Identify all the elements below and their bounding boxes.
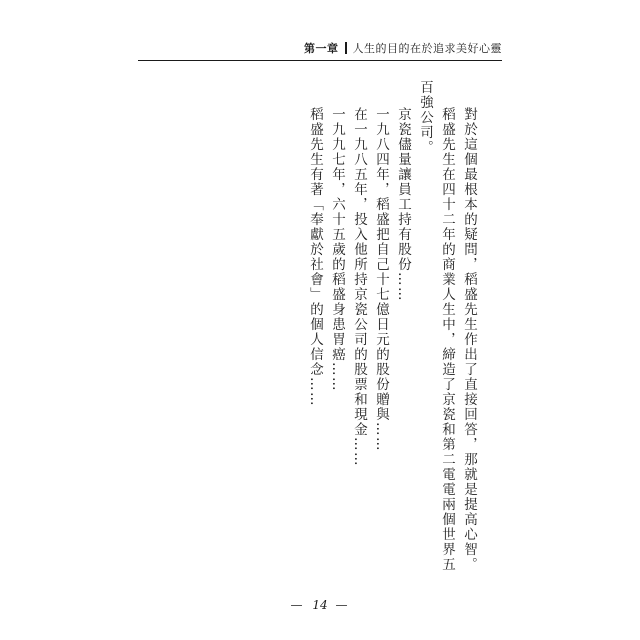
- header-divider: [345, 42, 347, 54]
- paragraph: 稻盛先生在四十二年的商業人生中，締造了京瓷和第二電電兩個世界五百強公司。: [417, 80, 455, 572]
- footer-dash-right: —: [335, 598, 350, 612]
- paragraph: 京瓷儘量讓員工持有股份……: [395, 107, 411, 302]
- chapter-label: 第一章: [304, 42, 339, 55]
- running-header: [304, 40, 502, 56]
- page-number: 14: [312, 598, 328, 612]
- paragraph: 在一九八五年，投入他所持京瓷公司的股票和現金……: [351, 107, 367, 467]
- chapter-title: 人生的目的在於追求美好心靈: [352, 42, 502, 55]
- vertical-body-text: [150, 80, 480, 580]
- paragraph: 稻盛先生有著「奉獻於社會」的個人信念……: [307, 107, 323, 407]
- paragraph: 一九八四年，稻盛把自己十七億日元的股份贈與……: [373, 107, 389, 452]
- header-rule: [138, 60, 502, 61]
- footer-dash-left: —: [290, 598, 305, 612]
- page-number-footer: [0, 598, 640, 612]
- paragraph: 對於這個最根本的疑問，稻盛先生作出了直接回答，那就是提高心智。: [461, 107, 477, 572]
- paragraph: 一九九七年，六十五歲的稻盛身患胃癌……: [329, 107, 345, 392]
